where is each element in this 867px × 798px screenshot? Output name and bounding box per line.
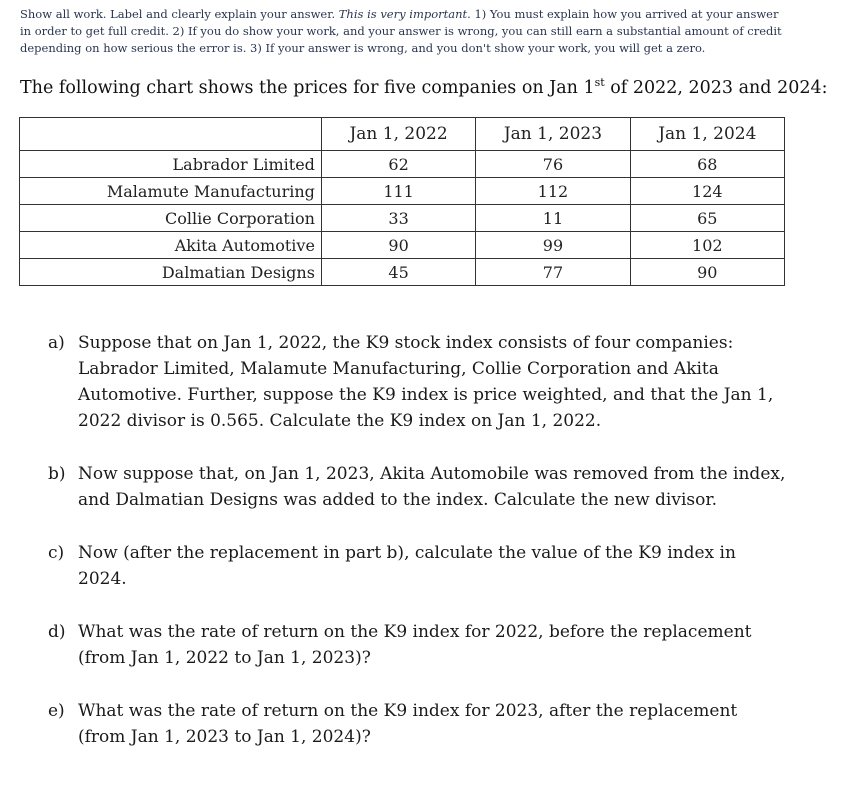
company-name: Labrador Limited bbox=[20, 151, 322, 178]
question-label: b) bbox=[48, 464, 66, 484]
price-cell: 112 bbox=[476, 178, 630, 205]
question-text: Suppose that on Jan 1, 2022, the K9 stock index consists of four companies: Labrador Limited, Malamute Manufacturing, Collie Corporation and Akita Automotive. Further, suppose the K9 index is price weighted, and that the Jan 1, 2022 divisor is 0.565. Calculate the K9 index on Jan 1, 2022. bbox=[78, 333, 774, 431]
question-label: e) bbox=[48, 701, 65, 721]
table-row bbox=[20, 232, 785, 259]
table-row bbox=[20, 259, 785, 286]
question-e bbox=[48, 698, 788, 750]
column-header: Jan 1, 2022 bbox=[321, 118, 475, 151]
price-cell: 65 bbox=[630, 205, 784, 232]
instructions-text: Show all work. Label and clearly explain your answer. bbox=[20, 7, 339, 21]
company-name: Dalmatian Designs bbox=[20, 259, 322, 286]
price-table bbox=[19, 117, 785, 286]
price-cell: 45 bbox=[321, 259, 475, 286]
price-cell: 102 bbox=[630, 232, 784, 259]
price-cell: 11 bbox=[476, 205, 630, 232]
column-header: Jan 1, 2023 bbox=[476, 118, 630, 151]
table-row bbox=[20, 151, 785, 178]
intro-superscript: st bbox=[594, 76, 605, 89]
price-cell: 76 bbox=[476, 151, 630, 178]
company-name: Akita Automotive bbox=[20, 232, 322, 259]
question-list bbox=[48, 330, 788, 777]
column-header: Jan 1, 2024 bbox=[630, 118, 784, 151]
price-cell: 68 bbox=[630, 151, 784, 178]
instructions-emphasis: This is very important. bbox=[338, 7, 471, 21]
instructions-rules: 1) You must explain how you arrived at your answer in order to get full credit. 2) If you do show your work, and your answer is wrong, you can still earn a substantial amount of credit depending on how serious the error is. 3) If your answer is wrong, and you don't show your work, you will get a zero. bbox=[20, 7, 782, 55]
question-text: What was the rate of return on the K9 index for 2023, after the replacement (from Jan 1, 2023 to Jan 1, 2024)? bbox=[78, 701, 738, 747]
price-cell: 124 bbox=[630, 178, 784, 205]
price-cell: 111 bbox=[321, 178, 475, 205]
question-c bbox=[48, 540, 788, 592]
table-row bbox=[20, 178, 785, 205]
table-header-row bbox=[20, 118, 785, 151]
price-cell: 33 bbox=[321, 205, 475, 232]
question-label: a) bbox=[48, 333, 65, 353]
question-label: c) bbox=[48, 543, 65, 563]
table-corner-cell bbox=[20, 118, 322, 151]
price-cell: 90 bbox=[630, 259, 784, 286]
question-text: What was the rate of return on the K9 index for 2022, before the replacement (from Jan 1, 2022 to Jan 1, 2023)? bbox=[78, 622, 752, 668]
price-cell: 77 bbox=[476, 259, 630, 286]
intro-after: of 2022, 2023 and 2024: bbox=[604, 77, 828, 98]
table-row bbox=[20, 205, 785, 232]
question-text: Now (after the replacement in part b), calculate the value of the K9 index in 2024. bbox=[78, 543, 736, 589]
question-d bbox=[48, 619, 788, 671]
question-b bbox=[48, 461, 788, 513]
company-name: Collie Corporation bbox=[20, 205, 322, 232]
company-name: Malamute Manufacturing bbox=[20, 178, 322, 205]
price-cell: 99 bbox=[476, 232, 630, 259]
instructions bbox=[20, 6, 790, 57]
question-a bbox=[48, 330, 788, 434]
price-cell: 62 bbox=[321, 151, 475, 178]
question-label: d) bbox=[48, 622, 66, 642]
question-text: Now suppose that, on Jan 1, 2023, Akita Automobile was removed from the index, and Dalmatian Designs was added to the index. Calculate the new divisor. bbox=[78, 464, 786, 510]
intro-sentence bbox=[20, 76, 840, 98]
intro-before: The following chart shows the prices for five companies on Jan 1 bbox=[20, 77, 595, 98]
price-cell: 90 bbox=[321, 232, 475, 259]
